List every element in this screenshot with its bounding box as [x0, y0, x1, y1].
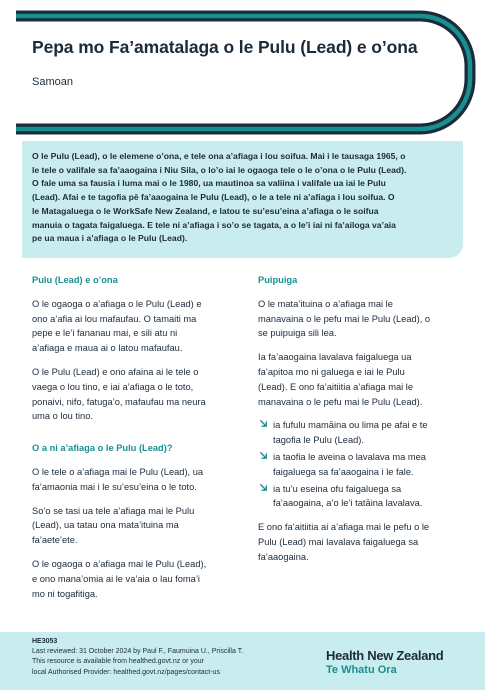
language-label: Samoan [32, 76, 73, 88]
intro-line: pe ua maua i a’afiaga o le Pulu (Lead). [32, 233, 188, 244]
text-line: E ono fa’aitiitia ai a’afiaga mai le pefu o le [258, 522, 430, 533]
text-line: ponaivi, nifo, fatuga’o, mafaufau ma neura [32, 396, 206, 407]
paragraph [32, 504, 222, 548]
text-line: pepe e le’i fananau mai, e sili atu ni [32, 328, 178, 339]
left-column [32, 273, 222, 610]
text-line: O le ogaoga o a’afiaga mai le Pulu (Lead), [32, 558, 207, 569]
paragraph [258, 520, 454, 564]
paragraph [32, 365, 222, 424]
paragraph [32, 465, 222, 495]
text-line: fa’aaogaina. [258, 551, 309, 562]
intro-line: le tele o valifale sa fa’aaogaina i Niu Sila, o lo’o iai le ogaoga tele o le o’ona o le Pulu (Lead). [32, 164, 407, 175]
page-title: Pepa mo Fa’amatalaga o le Pulu (Lead) e o’ona [32, 37, 418, 57]
intro-line: O le Pulu (Lead), o le elemene o’ona, e tele ona a’afiaga i lou soifua. Mai i le tausaga 1965, o [32, 151, 406, 161]
text-line: fa’aaogaina, a’o le’i tatāina lavalava. [273, 498, 423, 509]
text-line: vaega o lou tino, e iai a’afiaga o le toto, [32, 381, 194, 392]
provider-line: local Authorised Provider: healthed.govt.nz/pages/contact-us [32, 668, 220, 676]
text-line: a’afiaga e maua ai o latou mafaufau. [32, 343, 183, 354]
bullet-list [258, 418, 454, 511]
availability-line: This resource is available from healthed.govt.nz or your [32, 658, 204, 666]
paragraph [32, 297, 222, 356]
text-line: (Lead), ua tatau ona mata’ituina ma [32, 520, 179, 531]
text-line: ono a’afia ai lou mafaufau. O tamaiti ma [32, 313, 197, 324]
brand-subtitle: Te Whatu Ora [326, 664, 397, 676]
text-line: manavaina o le pefu mai le Pulu (Lead). [258, 396, 423, 407]
text-line: e ono mana’omia ai le va’aia o lau foma’i [32, 573, 200, 584]
text-line: uma o lou tino. [32, 411, 93, 422]
intro-line: O fale uma sa fausia i luma mai o le 1980, ua mautinoa sa valiina i valifale ua iai le Pulu [32, 178, 386, 189]
intro-line: (Lead). Afai e te tagofia pē fa’aaogaina le Pulu (Lead), o le a tele ni a’afiaga i lou soifua. O [32, 192, 395, 203]
text-line: fa’apitoa mo ni galuega e iai le Pulu [258, 366, 405, 377]
text-line: ia taofia le aveina o lavalava ma mea [273, 451, 426, 462]
section-heading-lead-toxic: Pulu (Lead) e o’ona [32, 275, 118, 285]
text-line: (Lead). E ono fa’aitiitia a’afiaga mai le [258, 381, 414, 392]
brand-logo [326, 648, 443, 676]
paragraph [258, 297, 454, 341]
text-line: O le mata’ituina o a’afiaga mai le [258, 298, 393, 309]
text-line: fa’aete’ete. [32, 535, 78, 546]
text-line: se puipuiga sili lea. [258, 328, 337, 339]
review-line: Last reviewed: 31 October 2024 by Paul F., Faumuina U., Priscilla T. [32, 648, 244, 656]
text-line: fa’amaonia mai i le su’esu’eina o le toto. [32, 481, 197, 492]
section-heading-prevention: Puipuiga [258, 275, 298, 285]
text-line: O le Pulu (Lead) e ono afaina ai le tele o [32, 366, 199, 377]
arrow-down-right-icon [259, 451, 268, 460]
arrow-down-right-icon [259, 483, 268, 492]
arrow-down-right-icon [259, 419, 268, 428]
resource-code: HE3053 [32, 638, 58, 645]
section-heading-effects: O a ni a’afiaga o le Pulu (Lead)? [32, 443, 173, 454]
list-item [258, 482, 454, 512]
text-line: Ia fa’aaogaina lavalava faigaluega ua [258, 352, 412, 363]
intro-box [22, 141, 463, 258]
list-item [258, 418, 454, 448]
text-line: Pulu (Lead) mai lavalava faigaluega sa [258, 536, 419, 547]
footer-info [32, 637, 243, 678]
intro-line: manuia o tagata faigaluega. E tele ni a’afiaga i so’o se tagata, a o le’i iai ni fa’ailoga va’aia [32, 219, 396, 230]
text-line: O le tele o a’afiaga mai le Pulu (Lead), ua [32, 466, 204, 477]
text-line: faigaluega sa fa’aaogaina i le fale. [273, 466, 414, 477]
right-column [258, 273, 454, 574]
paragraph [32, 557, 222, 601]
brand-name: Health New Zealand [326, 648, 444, 663]
paragraph [258, 350, 454, 409]
text-line: O le ogaoga o a’afiaga o le Pulu (Lead) e [32, 298, 202, 309]
text-line: ia fufulu mamāina ou lima pe afai e te [273, 420, 428, 431]
text-line: ia tu’u eseina ofu faigaluega sa [273, 483, 402, 494]
text-line: mo ni togafitiga. [32, 588, 98, 599]
text-line: tagofia le Pulu (Lead). [273, 435, 364, 446]
list-item [258, 450, 454, 480]
header-decoration [0, 0, 485, 140]
text-line: manavaina o le pefu mai le Pulu (Lead), o [258, 313, 431, 324]
intro-line: le Matagaluega o le WorkSafe New Zealand, e latou te su’esu’eina a’afiaga o le soifua [32, 205, 379, 216]
text-line: So’o se tasi ua tele a’afiaga mai le Pulu [32, 505, 195, 516]
